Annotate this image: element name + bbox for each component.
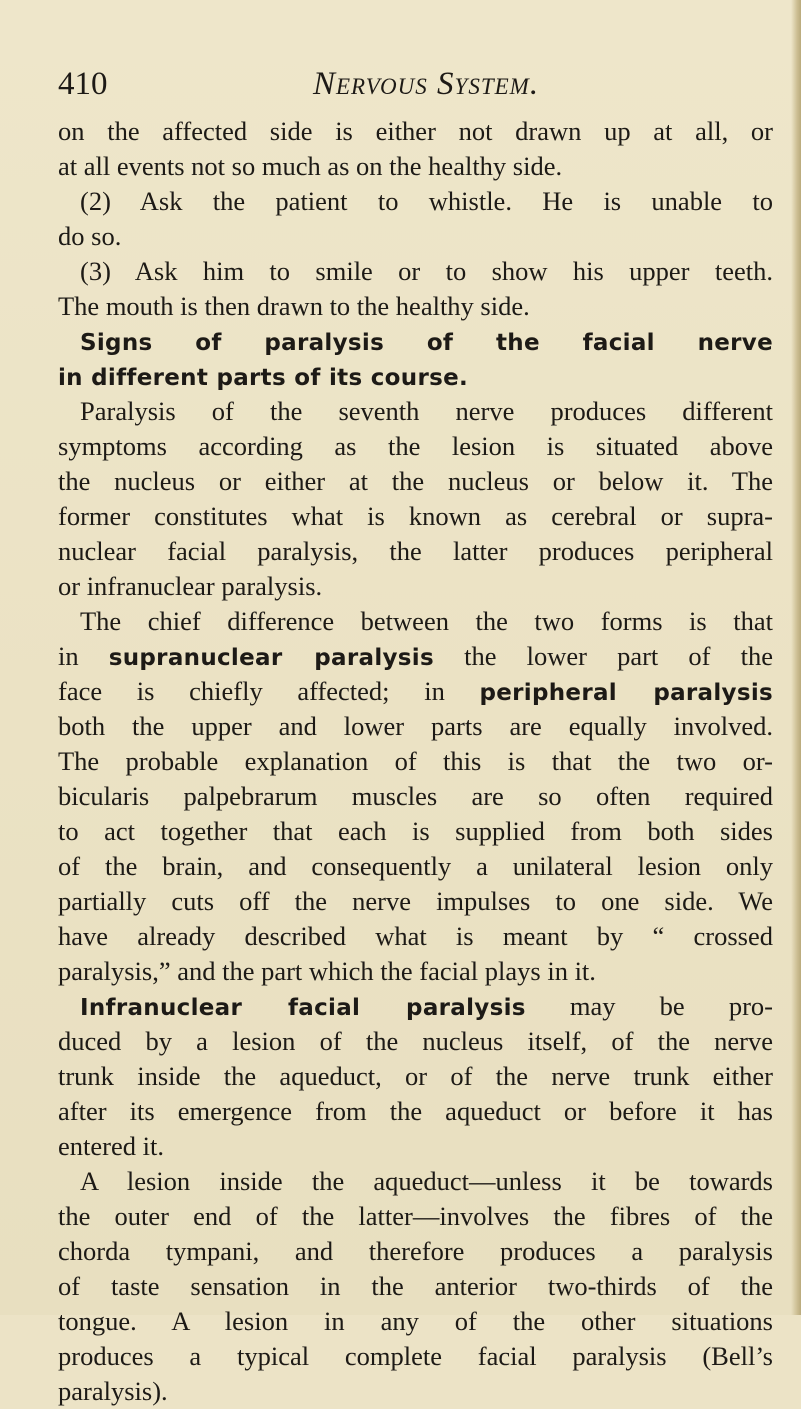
text-run: (3) Ask him to smile or to show his upper teeth. <box>80 256 773 286</box>
text-run: in <box>58 641 109 671</box>
text-run: paralysis). <box>58 1376 168 1406</box>
bold-run: Signs of paralysis of the facial nerve <box>80 330 773 356</box>
text-line <box>58 219 773 254</box>
bold-run: supranuclear paralysis <box>108 645 434 671</box>
text-run: A lesion inside the aqueduct—unless it be towards <box>80 1166 773 1196</box>
text-line <box>58 1304 773 1339</box>
text-run: after its emergence from the aqueduct or before it has <box>58 1096 773 1126</box>
text-run: nuclear facial paralysis, the latter produces peripheral <box>58 536 773 566</box>
text-line <box>58 884 773 919</box>
text-run: symptoms according as the lesion is situated above <box>58 431 773 461</box>
text-line <box>58 674 773 709</box>
text-line <box>58 149 773 184</box>
text-line <box>58 359 773 394</box>
text-run: do so. <box>58 221 122 251</box>
text-line <box>58 1339 773 1374</box>
text-run: at all events not so much as on the healthy side. <box>58 151 563 181</box>
text-run: the nucleus or either at the nucleus or below it. The <box>58 466 773 496</box>
body-text <box>58 114 773 1409</box>
text-line <box>58 954 773 989</box>
text-run: (2) Ask the patient to whistle. He is unable to <box>80 186 773 216</box>
text-line <box>58 499 773 534</box>
text-run: bicularis palpebrarum muscles are so often required <box>58 781 773 811</box>
text-line <box>58 849 773 884</box>
text-line <box>58 989 773 1024</box>
text-run: have already described what is meant by “ crossed <box>58 921 773 951</box>
text-run: may be pro- <box>525 991 773 1021</box>
page-edge-shadow <box>791 0 801 1315</box>
text-run: The chief difference between the two forms is that <box>80 606 773 636</box>
text-line <box>58 324 773 359</box>
text-run: the lower part of the <box>433 641 773 671</box>
text-run: entered it. <box>58 1131 164 1161</box>
text-line <box>58 1059 773 1094</box>
text-run: paralysis,” and the part which the facial plays in it. <box>58 956 596 986</box>
text-line <box>58 254 773 289</box>
text-run: The mouth is then drawn to the healthy side. <box>58 291 530 321</box>
bold-run: Infranuclear facial paralysis <box>80 995 526 1021</box>
text-line <box>58 114 773 149</box>
text-line <box>58 1374 773 1409</box>
text-line <box>58 1234 773 1269</box>
page-header <box>58 62 774 106</box>
text-run: face is chiefly affected; in <box>58 676 480 706</box>
text-run: chorda tympani, and therefore produces a paralysis <box>58 1236 773 1266</box>
text-run: to act together that each is supplied from both sides <box>58 816 773 846</box>
text-line <box>58 639 773 674</box>
text-line <box>58 814 773 849</box>
text-run: the outer end of the latter—involves the fibres of the <box>58 1201 773 1231</box>
text-run: partially cuts off the nerve impulses to one side. We <box>58 886 773 916</box>
text-line <box>58 289 773 324</box>
bold-run: in different parts of its course. <box>58 365 469 391</box>
text-run: trunk inside the aqueduct, or of the nerve trunk either <box>58 1061 773 1091</box>
text-line <box>58 604 773 639</box>
text-line <box>58 1094 773 1129</box>
text-line <box>58 569 773 604</box>
text-line <box>58 429 773 464</box>
page-number: 410 <box>58 66 108 102</box>
text-run: both the upper and lower parts are equally involved. <box>58 711 773 741</box>
text-line <box>58 919 773 954</box>
text-line <box>58 1164 773 1199</box>
text-line <box>58 779 773 814</box>
text-run: The probable explanation of this is that the two or- <box>58 746 773 776</box>
text-run: or infranuclear paralysis. <box>58 571 323 601</box>
text-run: of taste sensation in the anterior two-thirds of the <box>58 1271 773 1301</box>
bold-run: peripheral paralysis <box>479 680 773 706</box>
text-line <box>58 394 773 429</box>
text-run: duced by a lesion of the nucleus itself, of the nerve <box>58 1026 773 1056</box>
text-run: on the affected side is either not drawn up at all, or <box>58 116 773 146</box>
text-run: of the brain, and consequently a unilateral lesion only <box>58 851 773 881</box>
text-run: former constitutes what is known as cerebral or supra- <box>58 501 773 531</box>
text-line <box>58 744 773 779</box>
text-line <box>58 1024 773 1059</box>
text-line <box>58 1129 773 1164</box>
text-line <box>58 1199 773 1234</box>
text-run: produces a typical complete facial paralysis (Bell’s <box>58 1341 773 1371</box>
text-run: tongue. A lesion in any of the other situations <box>58 1306 773 1336</box>
text-run: Paralysis of the seventh nerve produces different <box>80 396 773 426</box>
text-line <box>58 534 773 569</box>
text-line <box>58 184 773 219</box>
text-line <box>58 1269 773 1304</box>
running-head: Nervous System. <box>313 66 540 102</box>
text-line <box>58 464 773 499</box>
text-line <box>58 709 773 744</box>
